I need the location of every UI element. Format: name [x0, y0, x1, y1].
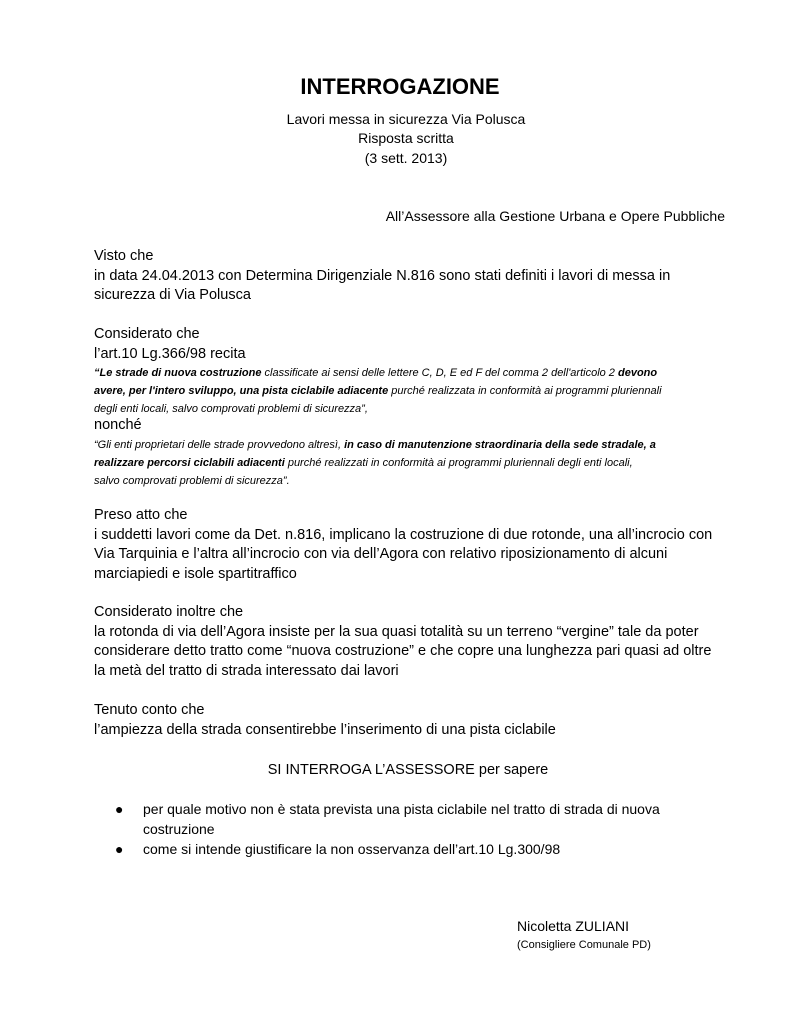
- section-preso-atto: [94, 506, 712, 584]
- quote-bold: in caso di manutenzione straordinaria della sede stradale, a: [344, 439, 656, 451]
- question-item: [115, 799, 735, 839]
- paragraph-line: la rotonda di via dell’Agora insiste per la sua quasi totalità su un terreno “vergine” tale da poter: [94, 623, 699, 640]
- section-visto: [94, 247, 670, 306]
- interroga-heading: SI INTERROGA L’ASSESSORE per sapere: [267, 762, 549, 778]
- addressee: All’Assessore alla Gestione Urbana e Opere Pubbliche: [385, 208, 725, 224]
- section-heading: Considerato inoltre che: [94, 604, 244, 620]
- paragraph-line: considerare detto tratto come “nuova costruzione” e che copre una lunghezza pari quasi ad oltre: [94, 643, 712, 659]
- quote-bold: devono: [618, 367, 658, 379]
- paragraph-line: l’art.10 Lg.366/98 recita: [94, 345, 246, 362]
- nonche-text: nonché: [94, 417, 142, 433]
- quote-text: degli enti locali, salvo comprovati problemi di sicurezza”,: [94, 403, 368, 415]
- paragraph-line: la metà del tratto di strada interessato dai lavori: [94, 662, 399, 679]
- section-heading: Considerato che: [94, 326, 200, 342]
- bullet-icon: ●: [115, 841, 124, 857]
- signature-name: Nicoletta ZULIANI: [517, 918, 630, 934]
- paragraph-line: in data 24.04.2013 con Determina Dirigenziale N.816 sono stati definiti i lavori di messa in: [94, 267, 671, 284]
- quote-bold: realizzare percorsi ciclabili adiacenti: [94, 457, 285, 469]
- law-quote-1: [94, 364, 734, 418]
- law-quote-2: [94, 436, 734, 490]
- quote-text: purché realizzati in conformità ai programmi pluriennali degli enti locali,: [284, 457, 633, 469]
- paragraph-line: Via Tarquinia e l’altra all’incrocio con via dell’Agora con relativo riposizionamento di alcuni: [94, 546, 668, 562]
- quote-text: “Gli enti proprietari delle strade provvedono altresì,: [94, 439, 345, 451]
- paragraph-line: sicurezza di Via Polusca: [94, 287, 251, 303]
- quote-bold: avere, per l'intero sviluppo, una pista ciclabile adiacente: [94, 385, 389, 397]
- subtitle-line-1: Lavori messa in sicurezza Via Polusca: [286, 111, 526, 127]
- document-title: INTERROGAZIONE: [300, 74, 500, 99]
- subtitle-line-2: Risposta scritta: [358, 130, 454, 146]
- section-inoltre: [94, 603, 711, 681]
- section-heading: Tenuto conto che: [94, 702, 205, 718]
- signature-role: (Consigliere Comunale PD): [517, 939, 651, 951]
- section-heading: Visto che: [94, 248, 154, 264]
- question-text: costruzione: [143, 821, 215, 837]
- paragraph-line: l’ampiezza della strada consentirebbe l’inserimento di una pista ciclabile: [94, 721, 556, 738]
- question-text: per quale motivo non è stata prevista una pista ciclabile nel tratto di strada di nuova: [143, 801, 660, 817]
- question-text: come si intende giustificare la non osservanza dell’art.10 Lg.300/98: [143, 841, 561, 857]
- section-heading: Preso atto che: [94, 507, 188, 523]
- section-considerato: [94, 325, 246, 364]
- question-item: [115, 839, 735, 859]
- section-tenuto: [94, 701, 556, 740]
- paragraph-line: marciapiedi e isole spartitraffico: [94, 565, 297, 582]
- question-list: [115, 799, 735, 859]
- quote-text: salvo comprovati problemi di sicurezza”.: [94, 475, 290, 487]
- quote-text: purché realizzata in conformità ai programmi pluriennali: [388, 385, 662, 397]
- subtitle-line-3: (3 sett. 2013): [364, 150, 448, 166]
- quote-text: classificate ai sensi delle lettere C, D, E ed F del comma 2 dell'articolo 2: [261, 367, 618, 379]
- paragraph-line: i suddetti lavori come da Det. n.816, implicano la costruzione di due rotonde, una all’incrocio con: [94, 526, 713, 543]
- bullet-icon: ●: [115, 801, 124, 817]
- quote-bold: “Le strade di nuova costruzione: [94, 367, 262, 379]
